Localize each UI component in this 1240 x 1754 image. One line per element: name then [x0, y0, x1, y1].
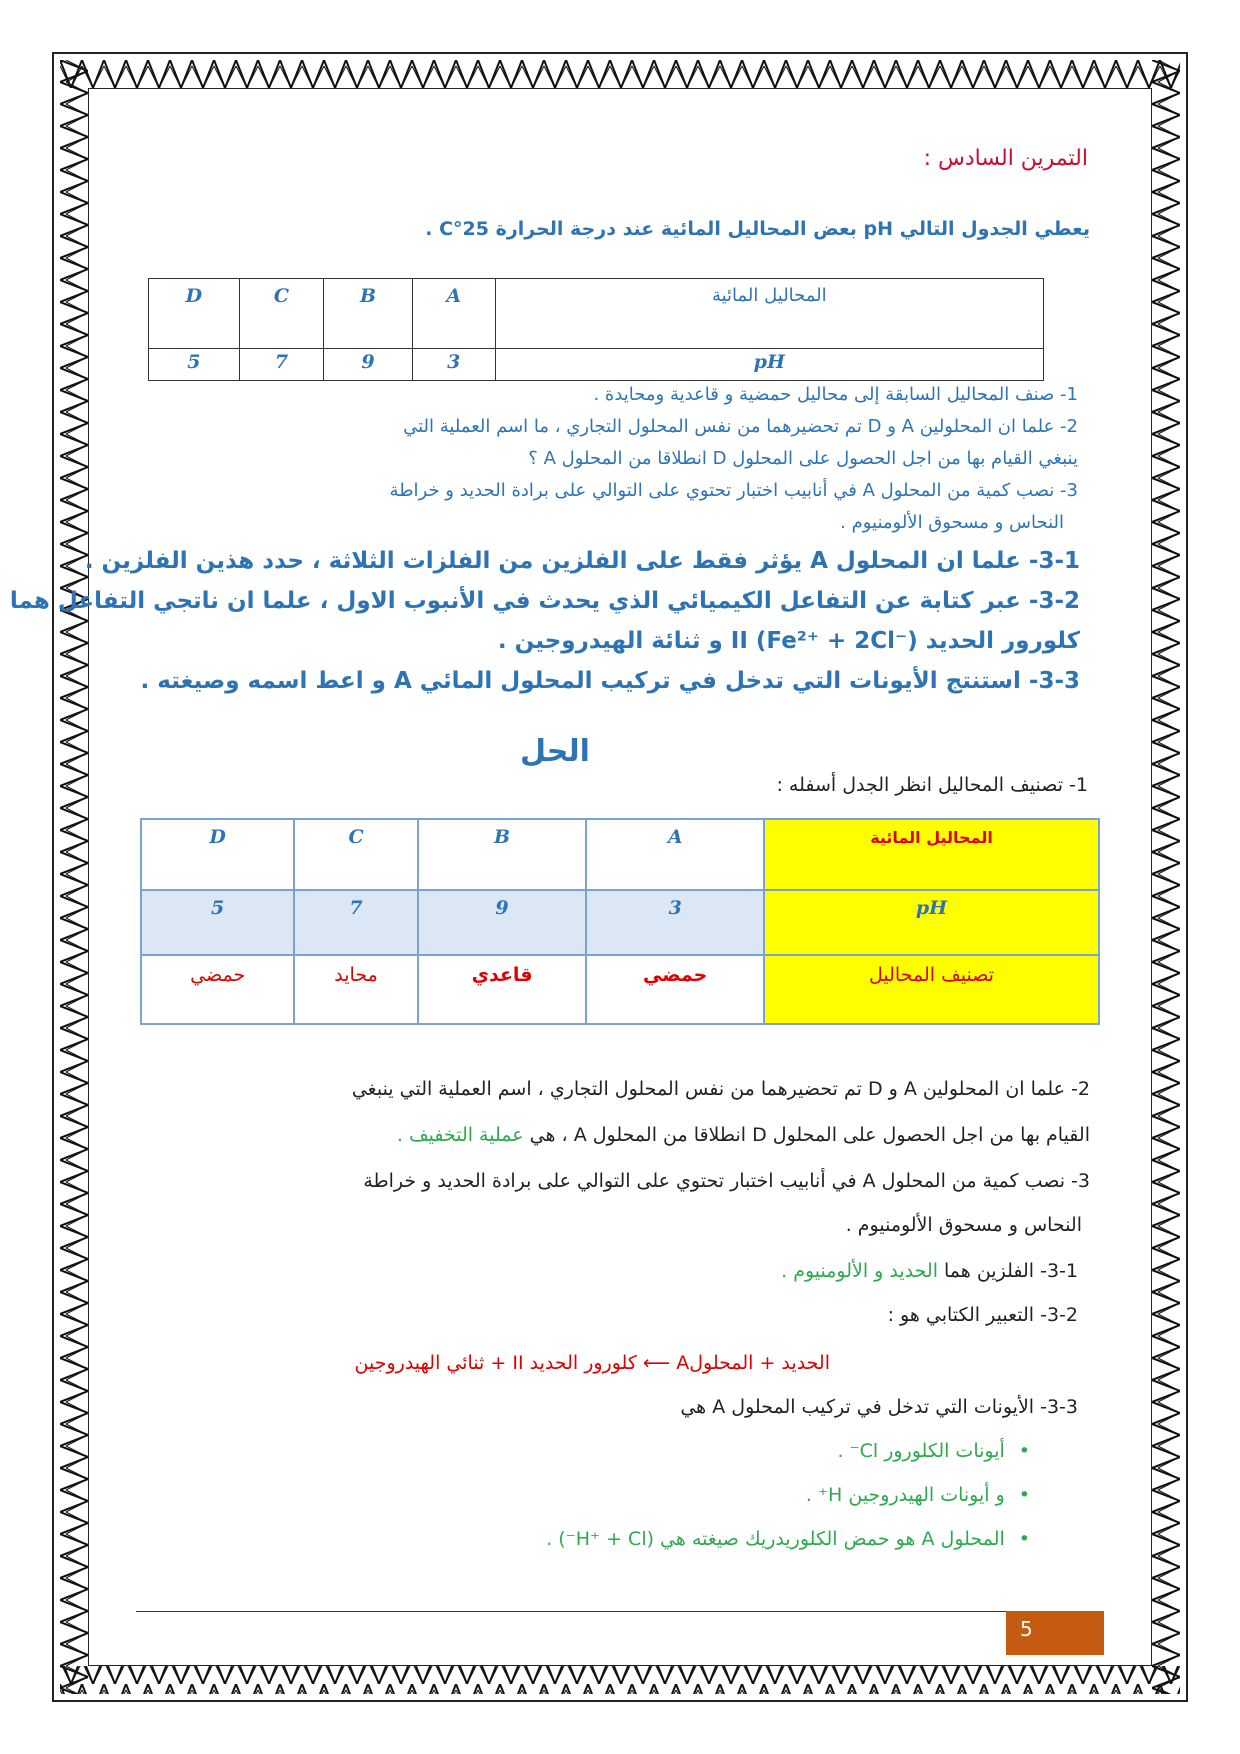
- table-cell-solution-b: [418, 819, 587, 890]
- question-3-3: 3-3- استنتج الأيونات التي تدخل في تركيب المحلول المائي A و اعط اسمه وصيغته .: [140, 668, 1080, 694]
- ph-value: 7: [349, 897, 363, 919]
- class-value: حمضي: [190, 964, 246, 986]
- solution-3-1: [781, 1260, 1078, 1282]
- reaction-equation: الحديد + المحلولA ⟵ كلورور الحديد II + ثنائي الهيدروجين: [354, 1352, 830, 1374]
- question-3-line-1: 3- نصب كمية من المحلول A في أنابيب اختبار تحتوي على التوالي على برادة الحديد و خراطة: [389, 480, 1078, 501]
- solution-letter: C: [348, 826, 364, 848]
- table-cell-ph-c: [294, 890, 417, 955]
- question-3-2-line-1: 3-2- عبر كتابة عن التفاعل الكيميائي الذي يحدث في الأنبوب الاول ، علما ان ناتجي التفاعل هما: [9, 588, 1080, 614]
- list-item: [838, 1440, 1031, 1462]
- table-header-ph: [764, 890, 1099, 955]
- question-3-line-2: النحاس و مسحوق الألومنيوم .: [840, 512, 1064, 533]
- ph-value: 3: [668, 897, 682, 919]
- class-value: قاعدي: [471, 964, 533, 986]
- solution-3-2: 3-2- التعبير الكتابي هو :: [887, 1304, 1078, 1326]
- class-label: تصنيف المحاليل: [869, 964, 994, 986]
- table-cell-class-b: [418, 955, 587, 1024]
- solution-2-line-2: [397, 1124, 1090, 1146]
- table-cell-ph-a: 3: [412, 349, 495, 381]
- class-value: حمضي: [643, 964, 708, 986]
- table-cell-ph-b: 9: [324, 349, 413, 381]
- table-header-solutions: [764, 819, 1099, 890]
- page-number: 5: [1006, 1611, 1104, 1655]
- question-2-line-2: ينبغي القيام بها من اجل الحصول على المحلول D انطلاقا من المحلول A ؟: [528, 448, 1078, 469]
- table-cell-ph-d: 5: [149, 349, 240, 381]
- table-header-ph: pH: [495, 349, 1043, 381]
- solution-2-text: القيام بها من اجل الحصول على المحلول D انطلاقا من المحلول A ، هي: [523, 1124, 1090, 1146]
- table-header-solutions: المحاليل المائية: [495, 279, 1043, 349]
- ph-value: 5: [211, 897, 225, 919]
- table-cell-solution-d: D: [149, 279, 240, 349]
- class-value: محايد: [334, 964, 378, 986]
- bullet-text: المحلول A هو حمض الكلوريدريك صيغته هي (H⁺ + Cl⁻) .: [546, 1528, 1005, 1550]
- bullet-text: و أيونات الهيدروجين H⁺ .: [805, 1484, 1005, 1506]
- table-cell-ph-c: 7: [239, 349, 323, 381]
- table-cell-solution-a: A: [412, 279, 495, 349]
- footer-divider: [136, 1611, 1104, 1612]
- table-cell-solution-a: [586, 819, 764, 890]
- solution-3-3: 3-3- الأيونات التي تدخل في تركيب المحلول A هي: [680, 1396, 1078, 1418]
- table-cell-class-d: [141, 955, 294, 1024]
- solution-letter: D: [209, 826, 226, 848]
- list-item: [806, 1484, 1030, 1506]
- ph-table: [148, 278, 1044, 381]
- table-cell-ph-b: [418, 890, 587, 955]
- bullet-icon: •: [1018, 1484, 1030, 1506]
- bullet-text: أيونات الكلورور Cl⁻ .: [837, 1440, 1005, 1462]
- list-item: [546, 1528, 1030, 1550]
- header-label: المحاليل المائية: [870, 828, 993, 847]
- solution-3-line-1: 3- نصب كمية من المحلول A في أنابيب اختبار تحتوي على التوالي على برادة الحديد و خراطة: [363, 1170, 1090, 1192]
- table-cell-ph-a: [586, 890, 764, 955]
- solution-title: الحل: [520, 734, 590, 769]
- question-3-1: 3-1- علما ان المحلول A يؤثر فقط على الفلزين من الفلزات الثلاثة ، حدد هذين الفلزين .: [84, 548, 1080, 574]
- solution-1: 1- تصنيف المحاليل انظر الجدل أسفله :: [776, 774, 1088, 796]
- solution-3-line-2: النحاس و مسحوق الألومنيوم .: [845, 1214, 1082, 1236]
- table-cell-solution-c: C: [239, 279, 323, 349]
- solution-letter: B: [494, 826, 511, 848]
- question-1: 1- صنف المحاليل السابقة إلى محاليل حمضية و قاعدية ومحايدة .: [593, 384, 1078, 405]
- table-cell-solution-d: [141, 819, 294, 890]
- solution-letter: A: [667, 826, 683, 848]
- solution-2-answer: عملية التخفيف .: [396, 1124, 524, 1146]
- solution-3-1-text: 3-1- الفلزين هما: [937, 1260, 1078, 1282]
- question-2-line-1: 2- علما ان المحلولين A و D تم تحضيرهما من نفس المحلول التجاري ، ما اسم العملية التي: [403, 416, 1078, 437]
- table-cell-solution-c: [294, 819, 417, 890]
- exercise-title: التمرين السادس :: [923, 146, 1088, 171]
- ph-label: pH: [915, 897, 948, 919]
- bullet-icon: •: [1018, 1440, 1030, 1462]
- bullet-icon: •: [1018, 1528, 1030, 1550]
- table-cell-solution-b: B: [324, 279, 413, 349]
- exercise-intro: يعطي الجدول التالي pH بعض المحاليل المائية عند درجة الحرارة 25°C .: [425, 218, 1090, 240]
- ph-value: 9: [495, 897, 509, 919]
- question-3-2-line-2: كلورور الحديد II (Fe²⁺ + 2Cl⁻) و ثنائة الهيدروجين .: [497, 628, 1080, 654]
- solution-3-1-answer: الحديد و الألومنيوم .: [781, 1260, 938, 1282]
- table-cell-class-c: [294, 955, 417, 1024]
- solution-2-line-1: 2- علما ان المحلولين A و D تم تحضيرهما من نفس المحلول التجاري ، اسم العملية التي ينبغي: [351, 1078, 1090, 1100]
- table-header-classification: [764, 955, 1099, 1024]
- table-cell-class-a: [586, 955, 764, 1024]
- table-cell-ph-d: [141, 890, 294, 955]
- classification-table: [140, 818, 1100, 1025]
